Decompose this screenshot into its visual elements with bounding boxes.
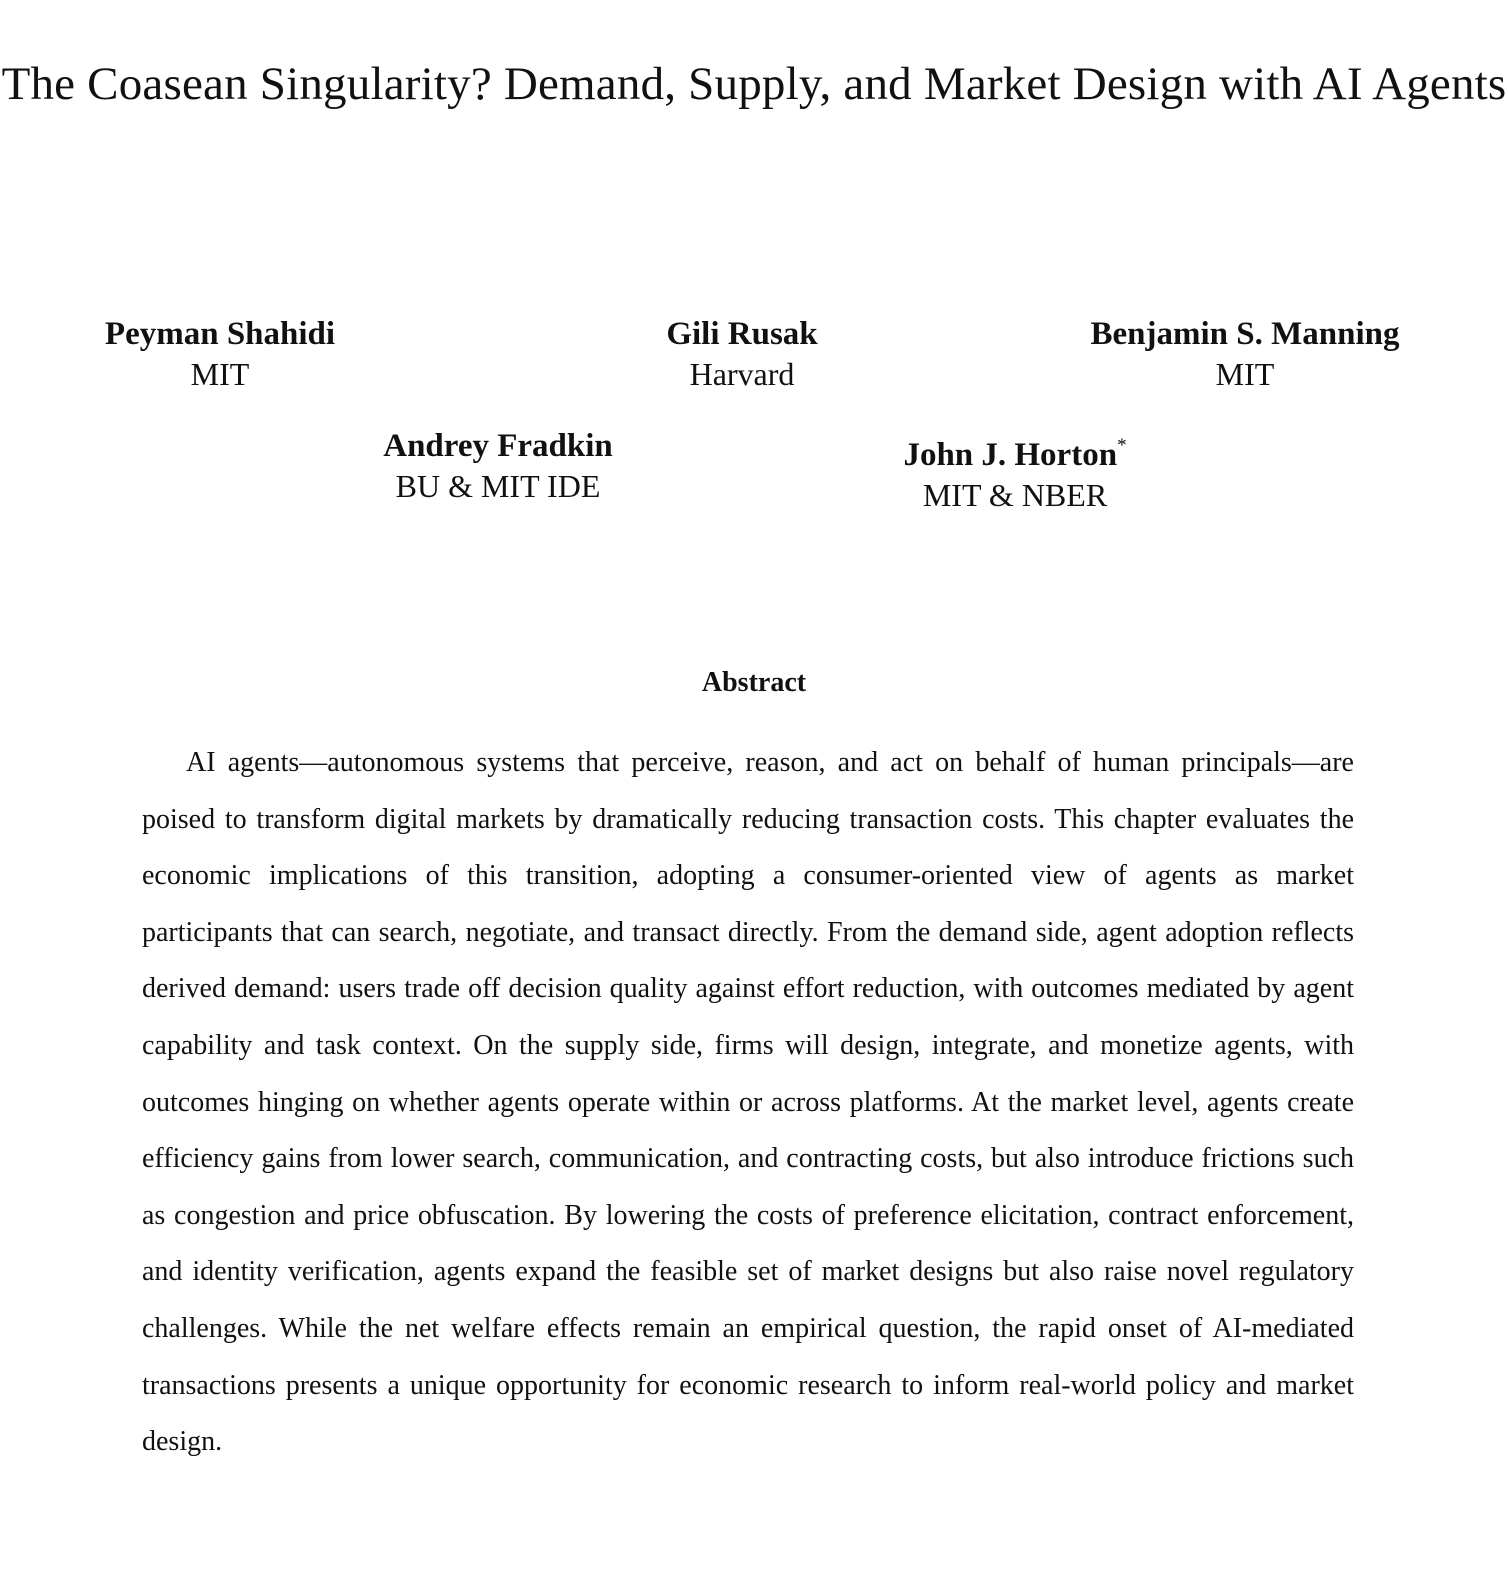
author-block	[810, 426, 1220, 515]
footnote-mark[interactable]: *	[1117, 435, 1127, 456]
author-name: Benjamin S. Manning	[1090, 316, 1400, 352]
abstract-text: AI agents—autonomous systems that perceive, reason, and act on behalf of human principals—are poised to transform digital markets by dramatically reducing transaction costs. This chapter evaluates the economic implications of this transition, adopting a consumer-oriented view of agents as market participants that can search, negotiate, and transact directly. From the demand side, agent adoption reflects derived demand: users trade off decision quality against effort reduction, with outcomes mediated by agent capability and task context. On the supply side, firms will design, integrate, and monetize agents, with outcomes hinging on whether agents operate within or across platforms. At the market level, agents create efficiency gains from lower search, communication, and contracting costs, but also introduce frictions such as congestion and price obfuscation. By lowering the costs of preference elicitation, contract enforcement, and identity verification, agents expand the feasible set of market designs but also raise novel regulatory challenges. While the net welfare effects remain an empirical question, the rapid onset of AI-mediated transactions presents a unique opportunity for economic research to inform real-world policy and market design.	[142, 747, 1354, 1458]
author-name: Gili Rusak	[666, 316, 818, 352]
author-name: John J. Horton	[903, 437, 1118, 473]
author-block	[1030, 314, 1460, 394]
author-block	[592, 314, 892, 394]
author-affiliation: Harvard	[689, 356, 795, 392]
author-affiliation: MIT & NBER	[922, 477, 1108, 513]
author-block	[40, 314, 400, 394]
paper-title: The Coasean Singularity? Demand, Supply, and Market Design with AI Agents	[1, 58, 1507, 110]
author-affiliation: MIT	[1215, 356, 1275, 392]
author-name: Andrey Fradkin	[383, 428, 613, 464]
author-name: Peyman Shahidi	[104, 316, 336, 352]
author-name-with-footnote	[810, 426, 1220, 475]
author-block	[300, 426, 696, 506]
author-affiliation: BU & MIT IDE	[395, 468, 601, 504]
abstract-heading: Abstract	[701, 667, 807, 698]
author-affiliation: MIT	[190, 356, 250, 392]
